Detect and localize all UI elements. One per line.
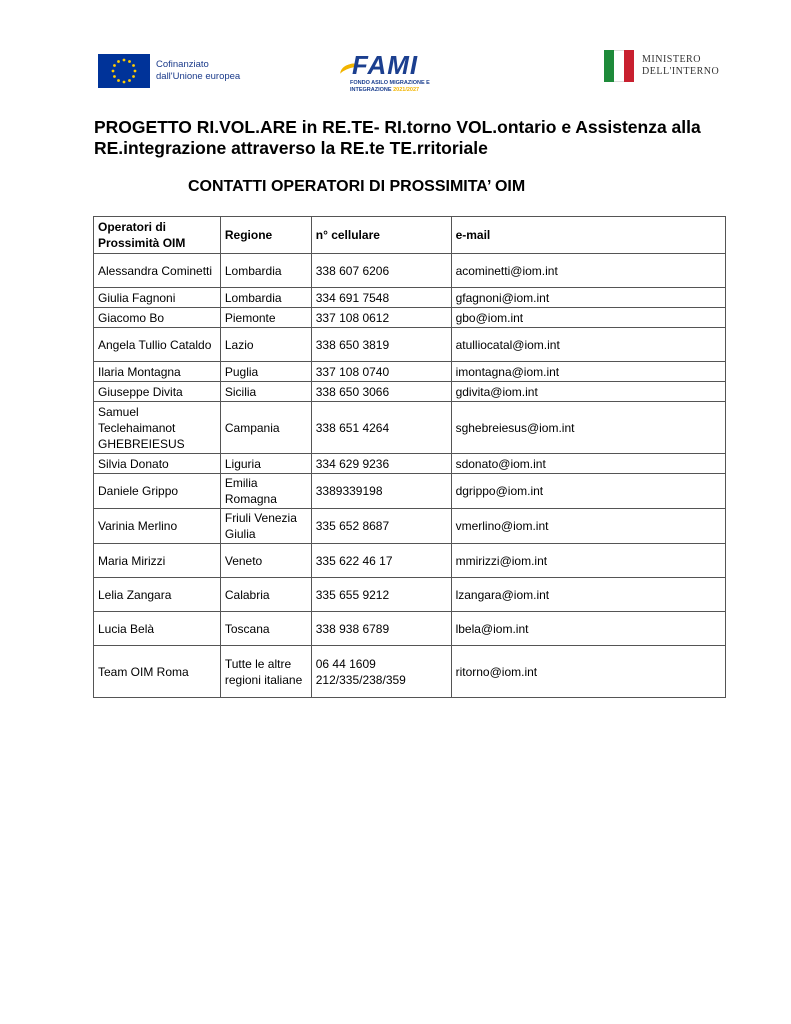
header-operator: Operatori di Prossimità OIM — [94, 217, 221, 254]
table-row — [94, 362, 726, 382]
table-row — [94, 402, 726, 454]
email-cell: sghebreiesus@iom.int — [451, 402, 725, 454]
region-cell: Puglia — [220, 362, 311, 382]
email-cell: dgrippo@iom.int — [451, 474, 725, 509]
operator-name-cell: Samuel Teclehaimanot GHEBREIESUS — [94, 402, 221, 454]
email-cell: imontagna@iom.int — [451, 362, 725, 382]
table-row — [94, 474, 726, 509]
phone-cell: 335 622 46 17 — [311, 544, 451, 578]
operator-name-cell: Lucia Belà — [94, 612, 221, 646]
region-cell: Tutte le altre regioni italiane — [220, 646, 311, 698]
email-cell: ritorno@iom.int — [451, 646, 725, 698]
fami-subtitle: FONDO ASILO MIGRAZIONE E INTEGRAZIONE 2021/2027 — [350, 80, 430, 93]
email-cell: sdonato@iom.int — [451, 454, 725, 474]
phone-cell: 338 607 6206 — [311, 254, 451, 288]
phone-cell: 337 108 0740 — [311, 362, 451, 382]
email-cell: lzangara@iom.int — [451, 578, 725, 612]
header-phone: n° cellulare — [311, 217, 451, 254]
phone-cell: 334 691 7548 — [311, 288, 451, 308]
phone-cell: 338 650 3066 — [311, 382, 451, 402]
region-cell: Liguria — [220, 454, 311, 474]
operator-name-cell: Daniele Grippo — [94, 474, 221, 509]
email-cell: acominetti@iom.int — [451, 254, 725, 288]
table-row — [94, 254, 726, 288]
email-cell: gfagnoni@iom.int — [451, 288, 725, 308]
table-row — [94, 646, 726, 698]
table-row — [94, 509, 726, 544]
region-cell: Sicilia — [220, 382, 311, 402]
document-subtitle: CONTATTI OPERATORI DI PROSSIMITA’ OIM — [188, 178, 526, 195]
operator-name-cell: Angela Tullio Cataldo — [94, 328, 221, 362]
operator-name-cell: Giacomo Bo — [94, 308, 221, 328]
operator-name-cell: Ilaria Montagna — [94, 362, 221, 382]
table-row — [94, 288, 726, 308]
table-row — [94, 612, 726, 646]
region-cell: Lombardia — [220, 254, 311, 288]
operator-name-cell: Team OIM Roma — [94, 646, 221, 698]
region-cell: Calabria — [220, 578, 311, 612]
region-cell: Veneto — [220, 544, 311, 578]
operator-name-cell: Varinia Merlino — [94, 509, 221, 544]
phone-cell: 338 651 4264 — [311, 402, 451, 454]
operator-name-cell: Alessandra Cominetti — [94, 254, 221, 288]
phone-cell: 335 655 9212 — [311, 578, 451, 612]
table-row — [94, 578, 726, 612]
email-cell: lbela@iom.int — [451, 612, 725, 646]
phone-cell: 335 652 8687 — [311, 509, 451, 544]
header-region: Regione — [220, 217, 311, 254]
email-cell: mmirizzi@iom.int — [451, 544, 725, 578]
region-cell: Toscana — [220, 612, 311, 646]
email-cell: gdivita@iom.int — [451, 382, 725, 402]
region-cell: Friuli Venezia Giulia — [220, 509, 311, 544]
document-title: PROGETTO RI.VOL.ARE in RE.TE- RI.torno VOL.ontario e Assistenza alla RE.integrazione attraverso la RE.te TE.rritoriale — [94, 117, 701, 158]
region-cell: Campania — [220, 402, 311, 454]
phone-cell: 06 44 1609 212/335/238/359 — [311, 646, 451, 698]
operator-name-cell: Maria Mirizzi — [94, 544, 221, 578]
operator-name-cell: Silvia Donato — [94, 454, 221, 474]
phone-cell: 338 650 3819 — [311, 328, 451, 362]
header-email: e-mail — [451, 217, 725, 254]
phone-cell: 338 938 6789 — [311, 612, 451, 646]
ministero-logo — [604, 50, 719, 82]
operator-name-cell: Giulia Fagnoni — [94, 288, 221, 308]
table-row — [94, 308, 726, 328]
fami-logo: FAMI FONDO ASILO MIGRAZIONE E INTEGRAZIONE 2021/2027 — [340, 50, 430, 96]
operator-name-cell: Lelia Zangara — [94, 578, 221, 612]
header-logos — [0, 44, 791, 96]
eu-flag-icon — [98, 54, 150, 88]
table-row — [94, 382, 726, 402]
phone-cell: 337 108 0612 — [311, 308, 451, 328]
table-row — [94, 328, 726, 362]
email-cell: gbo@iom.int — [451, 308, 725, 328]
ministero-text: MINISTERO DELL'INTERNO — [642, 54, 720, 77]
italian-flag-icon — [604, 50, 634, 82]
phone-cell: 334 629 9236 — [311, 454, 451, 474]
email-cell: atulliocatal@iom.int — [451, 328, 725, 362]
table-row — [94, 454, 726, 474]
phone-cell: 3389339198 — [311, 474, 451, 509]
table-header-row — [94, 217, 726, 254]
contacts-table — [93, 216, 726, 698]
eu-logo — [98, 54, 240, 88]
eu-cofinanced-text: Cofinanziato dall'Unione europea — [156, 59, 241, 82]
region-cell: Lombardia — [220, 288, 311, 308]
operator-name-cell: Giuseppe Divita — [94, 382, 221, 402]
region-cell: Emilia Romagna — [220, 474, 311, 509]
email-cell: vmerlino@iom.int — [451, 509, 725, 544]
table-row — [94, 544, 726, 578]
region-cell: Lazio — [220, 328, 311, 362]
region-cell: Piemonte — [220, 308, 311, 328]
